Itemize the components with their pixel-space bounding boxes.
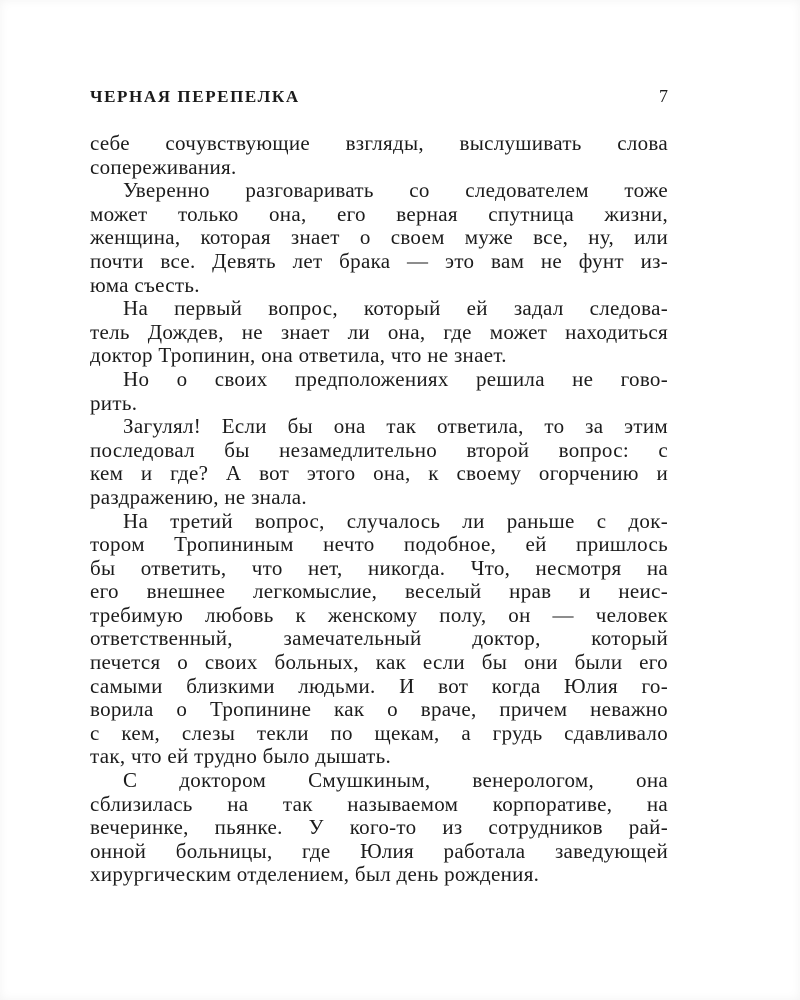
page-header — [90, 86, 668, 107]
text-line: тель Дождев, не знает ли она, где может находиться — [90, 319, 668, 344]
text-line: может только она, его верная спутница жизни, — [90, 201, 668, 226]
text-line: доктор Тропинин, она ответила, что не знает. — [90, 343, 507, 368]
text-line: тором Тропининым нечто подобное, ей пришлось — [90, 532, 668, 557]
page-number: 7 — [659, 86, 668, 106]
text-line: вечеринке, пьянке. У кого-то из сотрудников рай- — [90, 815, 668, 840]
paragraph — [90, 179, 668, 297]
text-line: хирургическим отделением, был день рождения. — [90, 862, 540, 887]
paragraph — [90, 769, 668, 887]
text-line: с кем, слезы текли по щекам, а грудь сдавливало — [90, 720, 668, 745]
text-line: почти все. Девять лет брака — это вам не фунт из- — [90, 248, 668, 273]
text-line: так, что ей трудно было дышать. — [90, 744, 392, 769]
text-line: С доктором Смушкиным, венерологом, она — [123, 768, 668, 793]
paragraph — [90, 368, 668, 415]
text-line: На третий вопрос, случалось ли раньше с док- — [123, 508, 668, 533]
text-line: бы ответить, что нет, никогда. Что, несмотря на — [90, 555, 668, 580]
text-line: кем и где? А вот этого она, к своему огорчению и — [90, 461, 668, 486]
text-line: юма съесть. — [90, 272, 200, 297]
text-line: сблизилась на так называемом корпоративе, на — [90, 791, 668, 816]
running-title: ЧЕРНАЯ ПЕРЕПЕЛКА — [90, 87, 300, 106]
paragraph — [90, 132, 668, 179]
text-line: его внешнее легкомыслие, веселый нрав и неис- — [90, 579, 668, 604]
text-line: Уверенно разговаривать со следователем тоже — [123, 178, 668, 203]
text-line: требимую любовь к женскому полу, он — человек — [90, 602, 668, 627]
paragraph — [90, 415, 668, 509]
text-line: Но о своих предположениях решила не гово- — [123, 366, 668, 391]
text-line: себе сочувствующие взгляды, выслушивать слова — [90, 131, 668, 155]
text-line: На первый вопрос, который ей задал следова- — [123, 296, 668, 321]
text-line: последовал бы незамедлительно второй вопрос: с — [90, 437, 668, 462]
paragraph — [90, 510, 668, 770]
text-line: раздражению, не знала. — [90, 484, 307, 509]
text-line: ворила о Тропинине как о враче, причем неважно — [90, 697, 668, 722]
text-line: ответственный, замечательный доктор, который — [90, 626, 668, 651]
text-line: Загулял! Если бы она так ответила, то за этим — [123, 414, 668, 439]
text-line: сопереживания. — [90, 154, 237, 179]
paragraph — [90, 297, 668, 368]
text-line: онной больницы, где Юлия работала заведующей — [90, 838, 668, 863]
text-line: женщина, которая знает о своем муже все, ну, или — [90, 225, 668, 250]
text-line: рить. — [90, 390, 138, 415]
text-line: печется о своих больных, как если бы они были его — [90, 650, 668, 675]
page-text — [90, 132, 668, 887]
text-line: самыми близкими людьми. И вот когда Юлия го- — [90, 673, 668, 698]
